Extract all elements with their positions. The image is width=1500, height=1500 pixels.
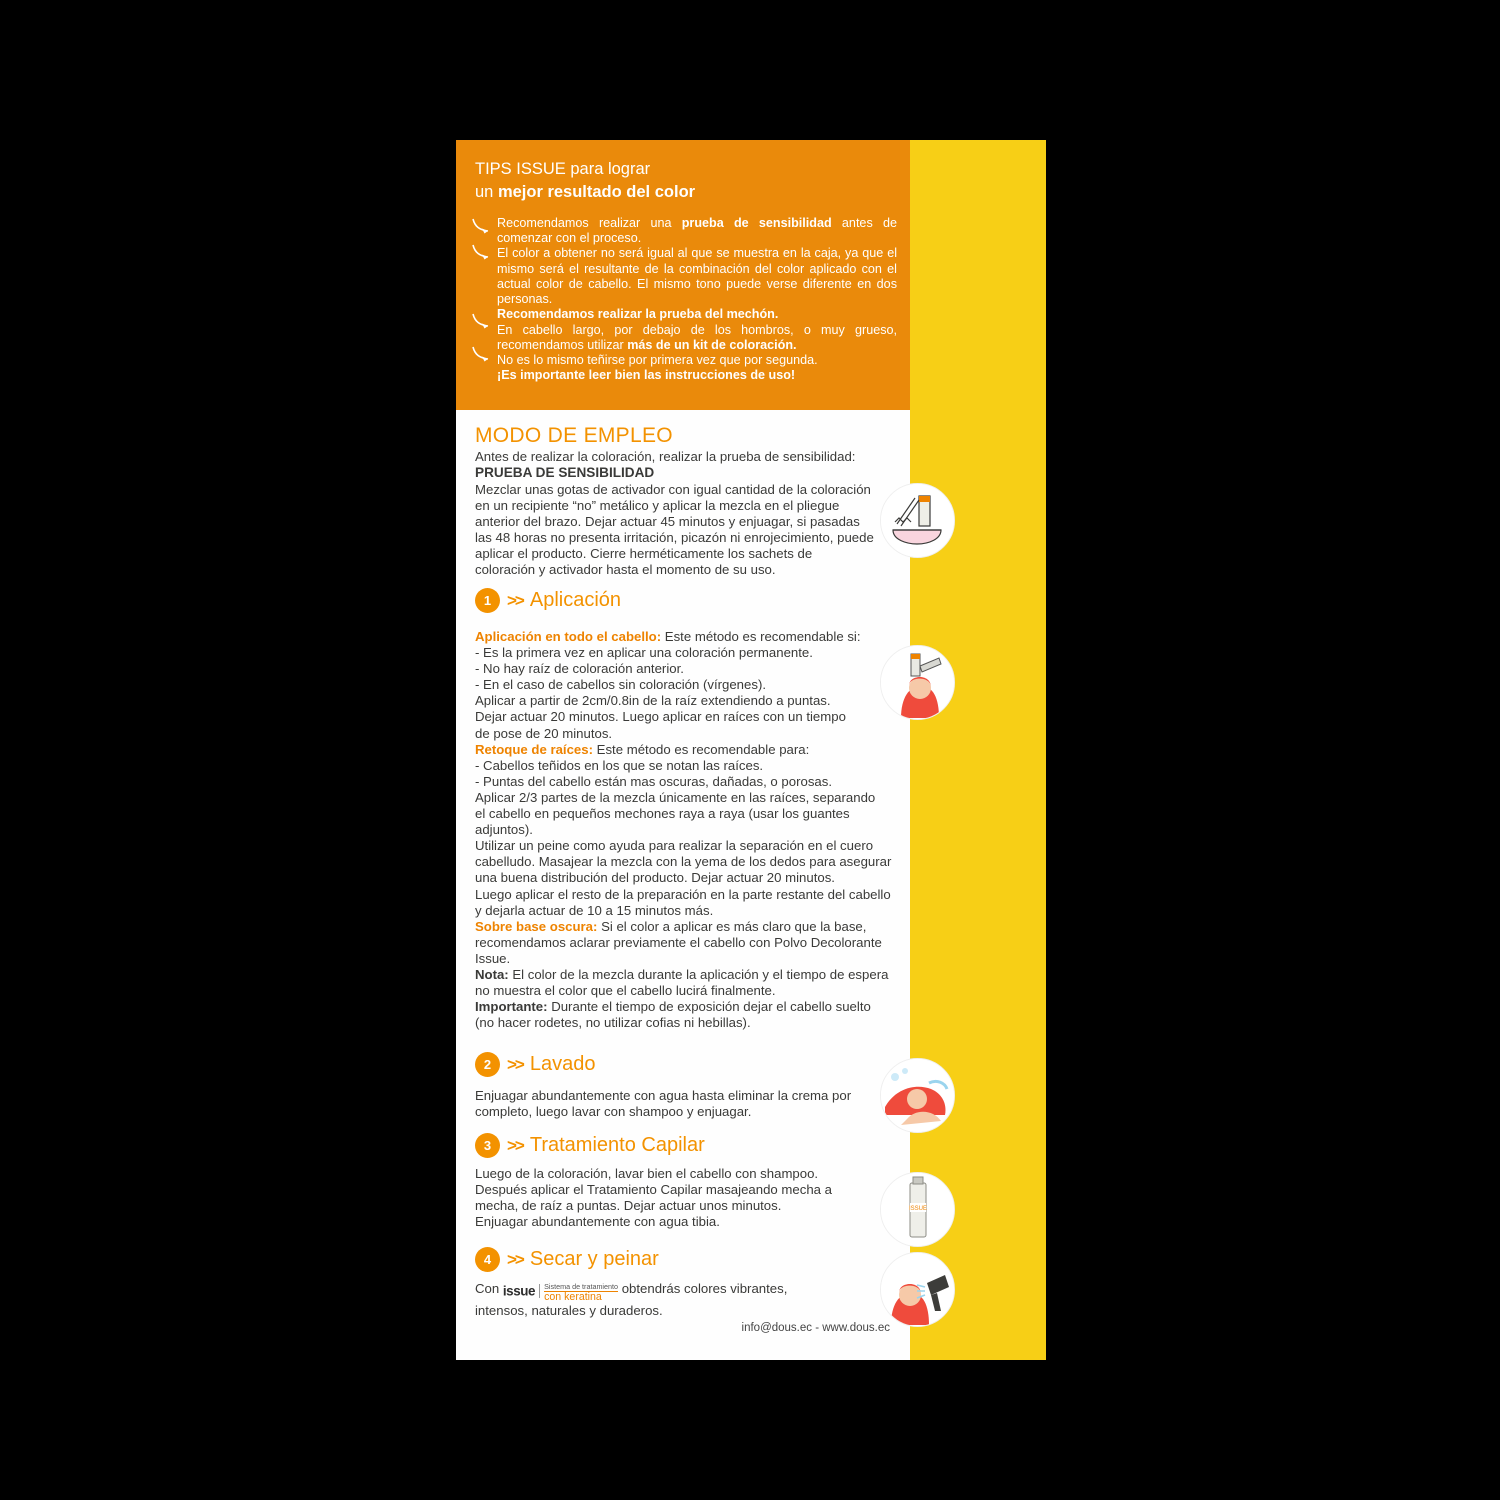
bullet: - Es la primera vez en aplicar una coloración permanente. — [475, 645, 813, 661]
step-label: Tratamiento Capilar — [529, 1134, 705, 1156]
retouch-label: Retoque de raíces: — [475, 741, 593, 757]
chevron-right-icon: >> — [507, 1249, 523, 1269]
tips-item: Recomendamos realizar una prueba de sensibilidad antes de comenzar con el proceso. — [497, 216, 897, 246]
note-label: Nota: — [475, 966, 509, 982]
important-text: Durante el tiempo de exposición dejar el cabello suelto (no hacer rodetes, no utilizar cofias ni hebillas). — [475, 999, 871, 1031]
step-header-3 — [475, 1133, 705, 1158]
sens-title: PRUEBA DE SENSIBILIDAD — [475, 465, 655, 481]
bullet: - Puntas del cabello están mas oscuras, dañadas, o porosas. — [475, 773, 833, 789]
chevron-right-icon: >> — [507, 1135, 523, 1155]
step3-body: Luego de la coloración, lavar bien el cabello con shampoo. Después aplicar el Tratamiento Capilar masajeando mecha a mecha, de raíz a puntas. Dejar actuar unos minutos. Enjuagar abundantemente con agua tibia. — [475, 1166, 832, 1230]
tips-title-line1: TIPS ISSUE para lograr — [475, 160, 651, 178]
step-number: 1 — [475, 588, 500, 613]
footer-contact: info@dous.ec - www.dous.ec — [741, 1322, 890, 1334]
step4-body — [475, 1281, 895, 1319]
step4-prefix: Con — [475, 1281, 503, 1296]
step1-body — [475, 629, 895, 1031]
arrow-icon — [471, 344, 491, 364]
tips-item: No es lo mismo teñirse por primera vez que por segunda. ¡Es importante leer bien las instrucciones de uso! — [497, 353, 818, 383]
step-header-1 — [475, 588, 621, 613]
keratin-line1: Sistema de tratamiento — [544, 1282, 619, 1292]
all-hair-label: Aplicación en todo el cabello: — [475, 629, 662, 644]
sens-intro: Antes de realizar la coloración, realizar la prueba de sensibilidad: — [475, 449, 856, 464]
step-number: 3 — [475, 1133, 500, 1158]
retouch-intro: Este método es recomendable para: — [593, 741, 810, 757]
important-label: Importante: — [475, 999, 548, 1015]
all-hair-intro: Este método es recomendable si: — [661, 629, 861, 644]
step4-line2: intensos, naturales y duraderos. — [475, 1303, 663, 1319]
step-label: Lavado — [529, 1053, 596, 1075]
note-text: El color de la mezcla durante la aplicación y el tiempo de espera no muestra el color que el cabello lucirá finalmente. — [475, 966, 889, 999]
tips-title-line2: un mejor resultado del color — [475, 183, 696, 202]
divider — [539, 1284, 540, 1298]
step-label: Aplicación — [529, 589, 622, 611]
step-number: 2 — [475, 1052, 500, 1077]
step-header-4 — [475, 1247, 659, 1272]
tips-item: Recomendamos realizar la prueba del mechón. — [497, 307, 779, 322]
brand-name: issue — [502, 1284, 536, 1299]
dark-base-text: Si el color a aplicar es más claro que la base, recomendamos aclarar previamente el cabello con Polvo Decolorante Issue. — [475, 918, 882, 966]
bullet: - No hay raíz de coloración anterior. — [475, 661, 684, 677]
all-hair-text: Aplicar a partir de 2cm/0.8in de la raíz extendiendo a puntas. Dejar actuar 20 minutos. Luego aplicar en raíces con un tiempo de pose de 20 minutos. — [475, 693, 846, 741]
dark-base-label: Sobre base oscura: — [475, 918, 598, 934]
arrow-icon — [471, 242, 491, 262]
tips-title — [475, 158, 895, 205]
tips-list — [497, 216, 897, 384]
step4-suffix: obtendrás colores vibrantes, — [621, 1281, 788, 1296]
sens-text: Mezclar unas gotas de activador con igual cantidad de la coloración en un recipiente “no” metálico y aplicar la mezcla en el pliegue anterior del brazo. Dejar actuar 45 minutos y enjuagar, si pasadas las 48 horas no presenta irritación, picazón ni enrojecimiento, puede aplicar el producto. Cierre herméticamente los sachets de coloración y activador hasta el momento de su uso. — [475, 481, 874, 578]
step-header-2 — [475, 1052, 595, 1077]
keratin-line2: con keratina — [544, 1291, 618, 1303]
sensitivity-test-block — [475, 449, 875, 578]
chevron-right-icon: >> — [507, 590, 523, 610]
chevron-right-icon: >> — [507, 1054, 523, 1074]
section-heading-modo-de-empleo: MODO DE EMPLEO — [475, 424, 673, 447]
svg-text:ISSUE: ISSUE — [908, 1206, 928, 1212]
issue-keratin-logo — [503, 1283, 618, 1303]
tips-item: En cabello largo, por debajo de los hombros, o muy grueso, recomendamos utilizar más de un kit de coloración. — [497, 322, 897, 352]
bullet: - Cabellos teñidos en los que se notan las raíces. — [475, 757, 764, 773]
step2-body: Enjuagar abundantemente con agua hasta eliminar la crema por completo, luego lavar con shampoo y enjuagar. — [475, 1088, 852, 1120]
tips-item: El color a obtener no será igual al que se muestra en la caja, ya que el mismo será el resultante de la combinación del color aplicado con el actual color de cabello. El mismo tono puede verse diferente en dos personas. — [497, 246, 897, 307]
arrow-icon — [471, 311, 491, 331]
step-number: 4 — [475, 1247, 500, 1272]
bullet: - En el caso de cabellos sin coloración (vírgenes). — [475, 677, 767, 693]
step-label: Secar y peinar — [529, 1248, 659, 1270]
sensitivity-test-icon — [880, 483, 955, 558]
arrow-icon — [471, 216, 491, 236]
retouch-text: Aplicar 2/3 partes de la mezcla únicamente en las raíces, separando el cabello en pequeños mechones raya a raya (usar los guantes adjuntos). Utilizar un peine como ayuda para realizar la separación en el cuero cabelludo. Masajear la mezcla con la yema de los dedos para asegurar una buena distribución del producto. Dejar actuar 20 minutos. Luego aplicar el resto de la preparación en la parte restante del cabello y dejarla actuar de 10 a 15 minutos más. — [475, 789, 892, 918]
